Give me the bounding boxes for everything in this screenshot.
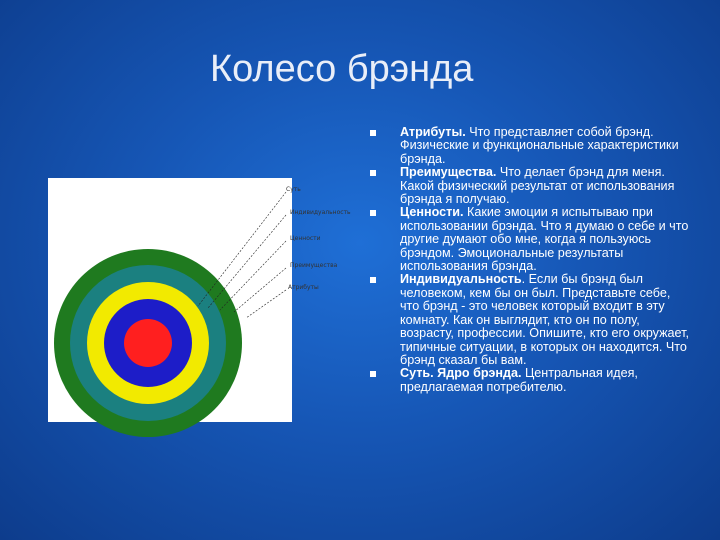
bullet-marker — [370, 277, 376, 283]
bullet-heading: Атрибуты. — [400, 125, 466, 139]
bullet-heading: Индивидуальность — [400, 272, 522, 287]
diagram-label-3: Ценности — [290, 235, 321, 242]
bullet-marker — [370, 130, 376, 136]
bullet-text: Что представляет собой брэнд. Физические и функциональные характеристики брэнда. — [400, 125, 679, 166]
bullet-heading: Суть. Ядро брэнда. — [400, 366, 522, 381]
brand-wheel-svg — [48, 178, 351, 422]
ring-center-red — [124, 319, 172, 367]
diagram-label-5: Атрибуты — [288, 284, 319, 291]
bullet-text: Центральная идея, предлагаемая потребителю. — [400, 366, 638, 394]
diagram-label-4: Преимущества — [290, 262, 338, 269]
bullet-heading: Ценности. — [400, 205, 464, 220]
slide-title: Колесо брэнда — [210, 48, 474, 90]
bullet-essence — [370, 367, 690, 394]
leader-line-3 — [220, 241, 286, 310]
bullet-attributes — [370, 126, 690, 166]
bullet-marker — [370, 210, 376, 216]
bullet-text: Какие эмоции я испытываю при использовании брэнда. Что я думаю о себе и что другие думают обо мне, когда я пользуюсь брэндом. Эмоциональные результаты использования брэнда. — [400, 205, 689, 274]
bullet-heading: Преимущества. — [400, 165, 497, 180]
bullet-marker — [370, 371, 376, 377]
bullet-text: . Если бы брэнд был человеком, кем бы он был. Представьте себе, что брэнд - это человек который входит в эту комнату. Как он выглядит, кто он по полу, возрасту, профессии. Опишите, кто его окружает, типичные ситуации, в которых он находится. Что брэнд сказал бы вам. — [400, 272, 690, 367]
bullet-values — [370, 206, 690, 273]
leader-line-4 — [234, 268, 286, 312]
leader-line-2 — [208, 215, 286, 308]
brand-wheel-diagram — [48, 178, 351, 422]
diagram-label-2: Индивидуальность — [290, 209, 351, 216]
bullet-benefits — [370, 166, 690, 206]
bullet-marker — [370, 170, 376, 176]
leader-line-5 — [246, 290, 286, 318]
diagram-label-1: Суть — [286, 186, 301, 193]
bullet-list — [370, 126, 690, 394]
bullet-text: Что делает брэнд для меня. Какой физический результат от использования брэнда я получаю. — [400, 165, 675, 207]
bullet-personality — [370, 273, 690, 367]
